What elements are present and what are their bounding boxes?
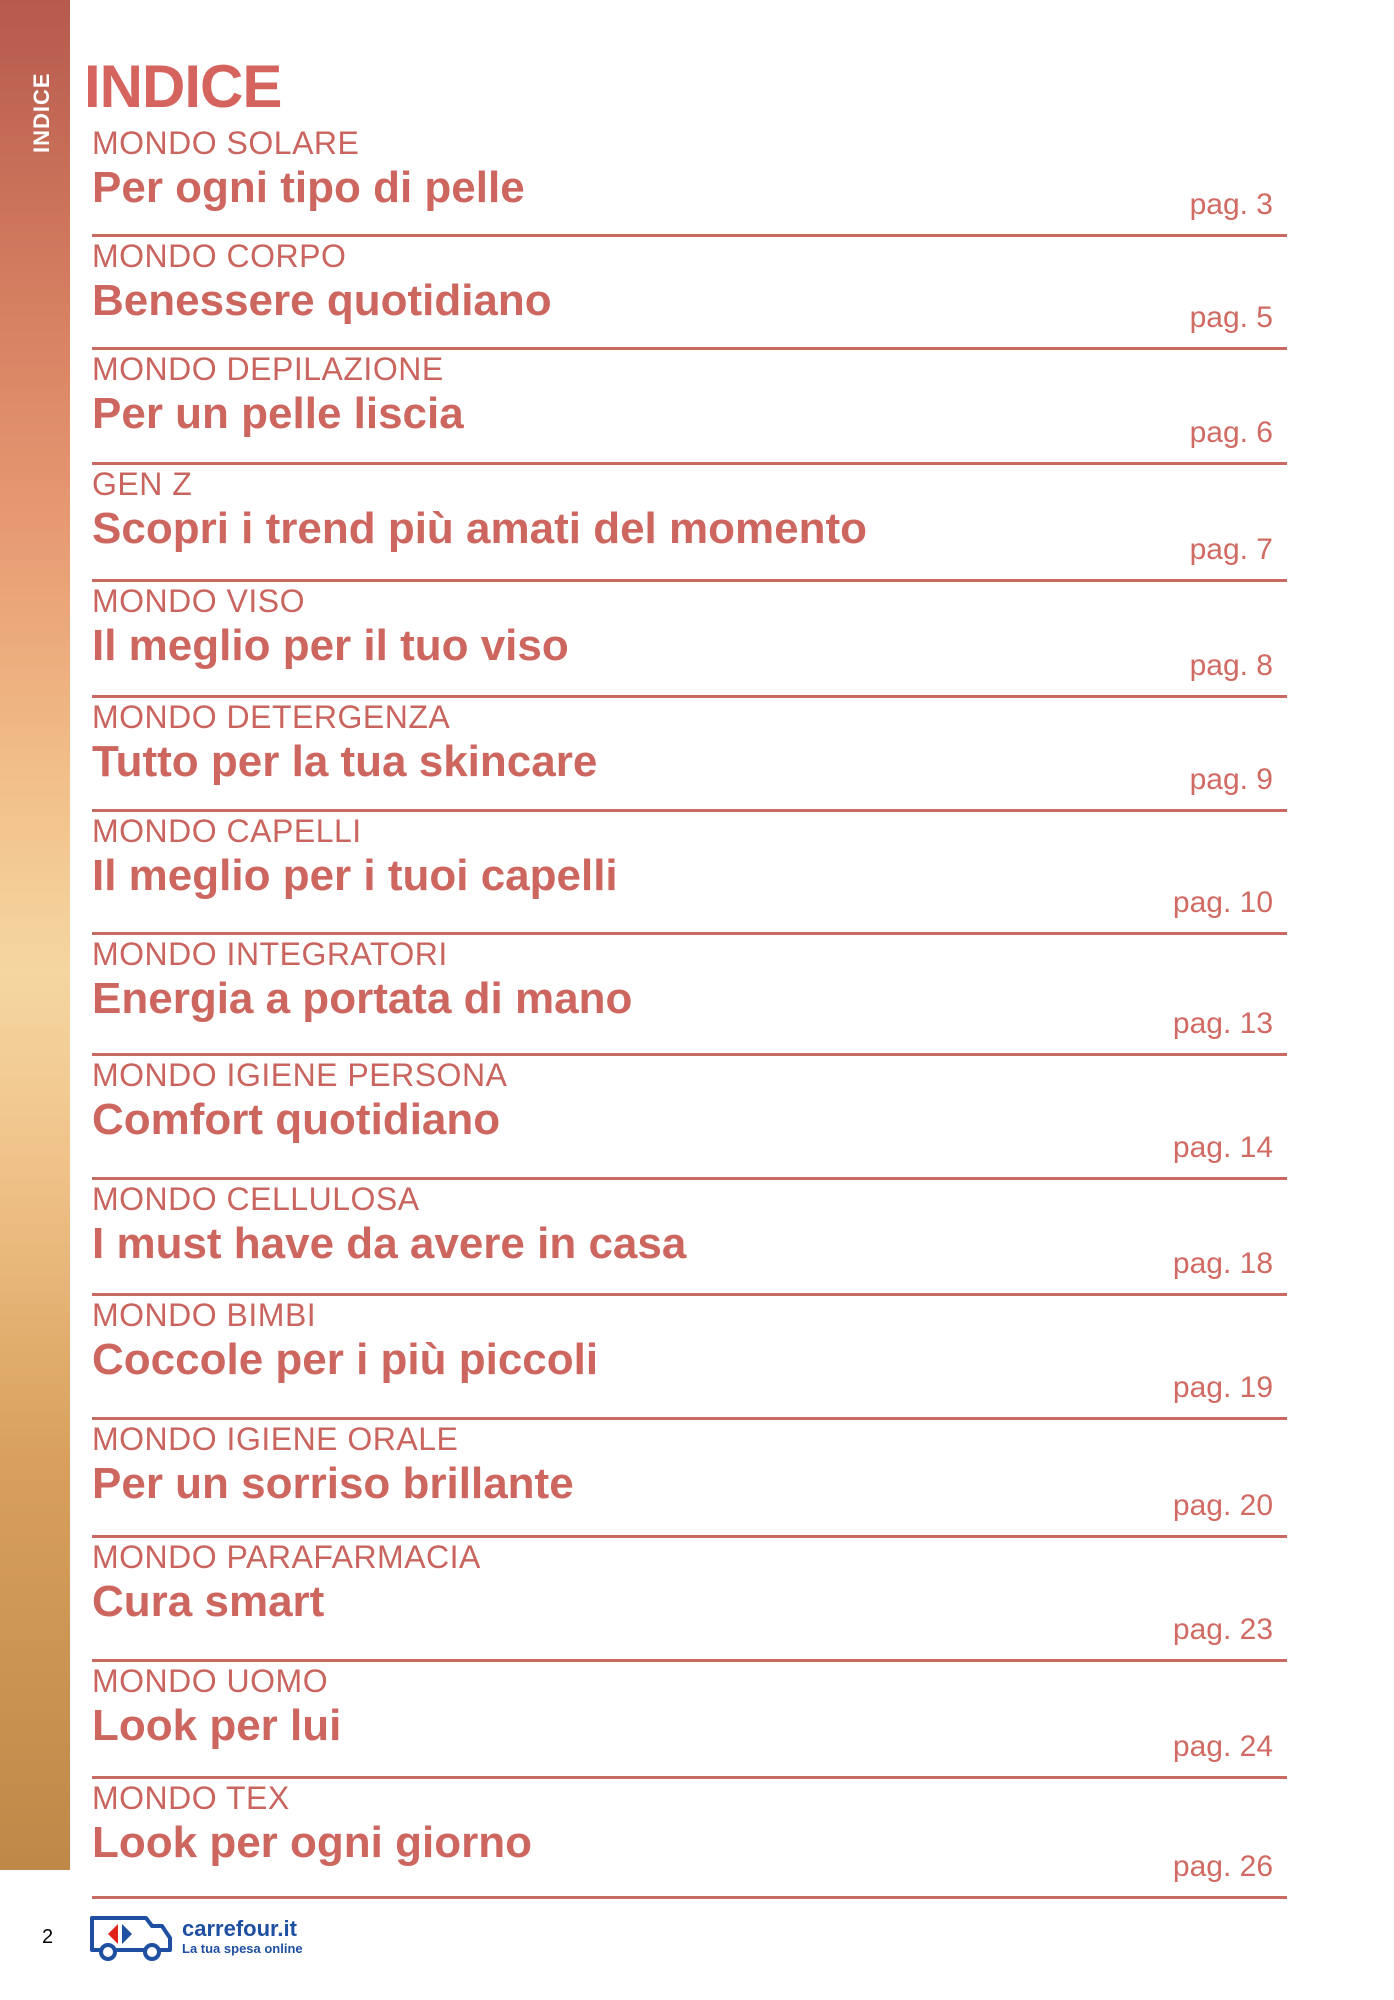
side-gradient-band [0,0,70,1870]
toc-section-label: MONDO CORPO [92,238,347,274]
logo-text [182,1915,303,1956]
toc-item-mondo-cellulosa[interactable] [92,1180,1287,1296]
toc-section-label: MONDO PARAFARMACIA [92,1539,481,1575]
toc-item-mondo-integratori[interactable] [92,935,1287,1056]
toc-section-label: MONDO UOMO [92,1663,329,1699]
toc-item-mondo-corpo[interactable] [92,237,1287,350]
toc-section-label: MONDO IGIENE ORALE [92,1421,459,1457]
toc-item-gen-z[interactable] [92,465,1287,582]
toc-section-label: MONDO INTEGRATORI [92,936,448,972]
toc-section-label: MONDO VISO [92,583,306,619]
toc-section-label: MONDO SOLARE [92,125,360,161]
toc-page-number: pag. 23 [1172,1613,1273,1646]
toc-section-label: GEN Z [92,466,193,502]
carrefour-logo-link[interactable] [88,1910,303,1962]
toc-page-number: pag. 5 [1189,301,1273,334]
toc-title: I must have da avere in casa [92,1219,687,1268]
toc-item-mondo-tex[interactable] [92,1779,1287,1899]
page-title: INDICE [84,53,282,120]
logo-tagline: La tua spesa online [182,1940,303,1956]
toc-page-number: pag. 24 [1172,1730,1273,1763]
toc-section-label: MONDO IGIENE PERSONA [92,1057,508,1093]
toc-page-number: pag. 9 [1189,763,1273,796]
toc-title: Look per ogni giorno [92,1818,532,1867]
toc-page-number: pag. 3 [1189,188,1273,221]
toc-page-number: pag. 14 [1172,1131,1273,1164]
toc-title: Tutto per la tua skincare [92,737,598,786]
toc-title: Scopri i trend più amati del momento [92,504,867,553]
toc-page-number: pag. 10 [1172,886,1273,919]
delivery-van-icon [88,1910,174,1962]
toc-item-mondo-solare[interactable] [92,124,1287,237]
toc-item-mondo-depilazione[interactable] [92,350,1287,465]
toc-page-number: pag. 26 [1172,1850,1273,1883]
toc-title: Per un sorriso brillante [92,1459,574,1508]
toc-title: Il meglio per il tuo viso [92,621,569,670]
toc-item-mondo-uomo[interactable] [92,1662,1287,1779]
toc-page-number: pag. 8 [1189,649,1273,682]
toc-item-mondo-parafarmacia[interactable] [92,1538,1287,1662]
side-label: INDICE [29,72,54,154]
toc-section-label: MONDO DETERGENZA [92,699,451,735]
logo-brand: carrefour.it [182,1915,297,1941]
toc-item-mondo-igiene-persona[interactable] [92,1056,1287,1180]
toc-item-mondo-capelli[interactable] [92,812,1287,935]
toc-section-label: MONDO BIMBI [92,1297,317,1333]
toc-title: Energia a portata di mano [92,974,633,1023]
toc-item-mondo-igiene-orale[interactable] [92,1420,1287,1538]
toc-title: Il meglio per i tuoi capelli [92,851,618,900]
toc-title: Comfort quotidiano [92,1095,501,1144]
table-of-contents [92,124,1287,1899]
toc-item-mondo-bimbi[interactable] [92,1296,1287,1420]
toc-title: Per ogni tipo di pelle [92,163,525,212]
toc-page-number: pag. 20 [1172,1489,1273,1522]
toc-section-label: MONDO CAPELLI [92,813,362,849]
toc-title: Cura smart [92,1577,325,1626]
toc-section-label: MONDO DEPILAZIONE [92,351,444,387]
toc-item-mondo-viso[interactable] [92,582,1287,698]
toc-page-number: pag. 19 [1172,1371,1273,1404]
toc-page-number: pag. 18 [1172,1247,1273,1280]
toc-item-mondo-detergenza[interactable] [92,698,1287,812]
toc-section-label: MONDO TEX [92,1780,290,1816]
toc-title: Benessere quotidiano [92,276,552,325]
toc-section-label: MONDO CELLULOSA [92,1181,420,1217]
toc-page-number: pag. 7 [1189,533,1273,566]
toc-page-number: pag. 13 [1172,1007,1273,1040]
toc-title: Coccole per i più piccoli [92,1335,599,1384]
toc-title: Look per lui [92,1701,342,1750]
toc-title: Per un pelle liscia [92,389,464,438]
toc-page-number: pag. 6 [1189,416,1273,449]
footer-page-number: 2 [42,1926,54,1948]
